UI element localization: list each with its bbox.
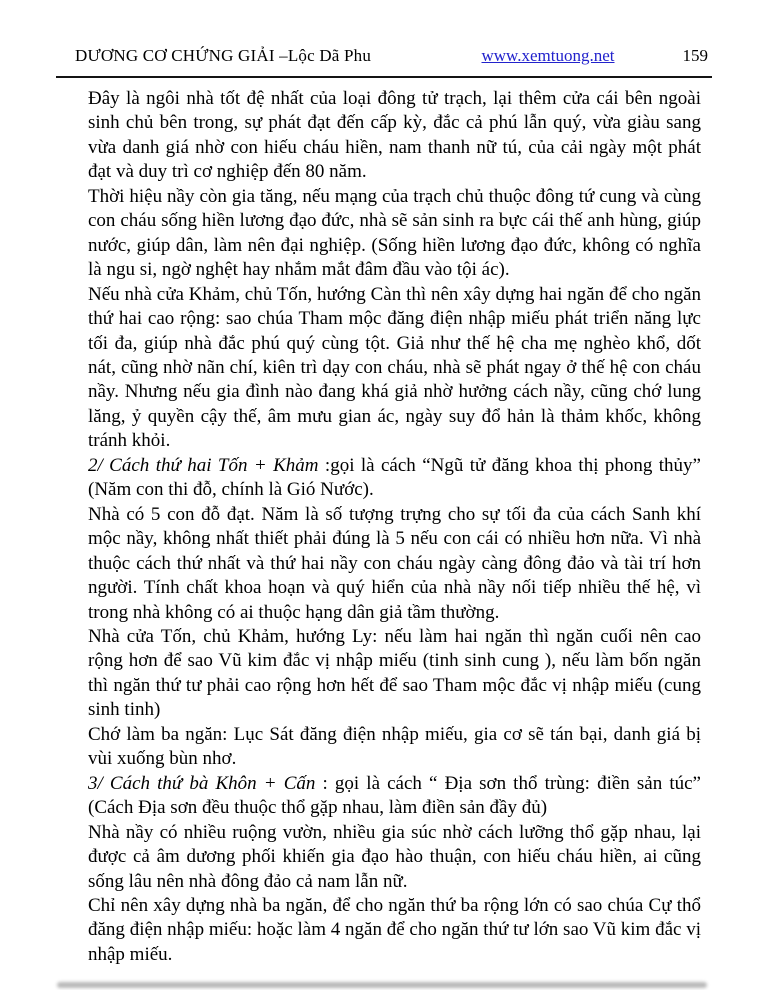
- paragraph: [88, 625, 701, 723]
- paragraph: [88, 454, 701, 503]
- paragraph: [88, 821, 701, 894]
- paragraph-lead-italic: 3/ Cách thứ bà Khôn + Cấn: [88, 772, 316, 794]
- body-text: [88, 87, 701, 967]
- paragraph-text: Chớ làm ba ngăn: Lục Sát đăng điện nhập miếu, gia cơ sẽ tán bại, danh giá bị vùi xuống bùn nhơ.: [88, 723, 701, 770]
- paragraph-text: Nhà cửa Tốn, chủ Khảm, hướng Ly: nếu làm hai ngăn thì ngăn cuối nên cao rộng hơn để sao Vũ kim đắc vị nhập miếu (tinh sinh cung ), nếu làm bốn ngăn thì ngăn thứ tư phải cao rộng hơn hết để sao Tham mộc đắc vị nhập miếu (cung sinh tinh): [88, 625, 701, 721]
- page-header: [75, 46, 708, 66]
- book-title: DƯƠNG CƠ CHỨNG GIẢI –Lộc Dã Phu: [75, 46, 372, 65]
- paragraph: [88, 772, 701, 821]
- header-divider-rule: [56, 76, 712, 78]
- website-link[interactable]: www.xemtuong.net: [481, 46, 615, 65]
- paragraph-text: Chỉ nên xây dựng nhà ba ngăn, để cho ngăn thứ ba rộng lớn có sao chúa Cự thổ đăng điện nhập miếu: hoặc làm 4 ngăn để cho ngăn thứ tư lớn sao Vũ kim đắc vị nhập miếu.: [88, 894, 701, 965]
- paragraph: [88, 723, 701, 772]
- paragraph-text: Nếu nhà cửa Khảm, chủ Tốn, hướng Càn thì nên xây dựng hai ngăn để cho ngăn thứ hai cao rộng: sao chúa Tham mộc đăng điện nhập miếu phát triển năng lực tối đa, giúp nhà đắc phú quý cùng tột. Giả như thế hệ cha mẹ nghèo khổ, dốt nát, cũng nhờ nãn chí, kiên trì dạy con cháu, nhà sẽ phát ngay ở thế hệ con cháu nầy. Nhưng nếu gia đình nào đang khá giả nhờ hưởng cách nầy, cũng chớ lung lăng, ỷ quyền cậy thế, âm mưu gian ác, ngày suy đổ hản là thảm khốc, không tránh khỏi.: [88, 283, 701, 452]
- paragraph-text: Thời hiệu nầy còn gia tăng, nếu mạng của trạch chủ thuộc đông tứ cung và cùng con cháu sống hiền lương đạo đức, nhà sẽ sản sinh ra bực cái thế anh hùng, giúp nước, giúp dân, làm nên đại nghiệp. (Sống hiền lương đạo đức, không có nghĩa là ngu si, ngờ nghệt hay nhắm mắt đâm đầu vào tội ác).: [88, 185, 701, 281]
- paragraph-text: : gọi là cách “ Địa sơn thổ trùng: điền sản túc” (Cách Địa sơn đều thuộc thổ gặp nhau, làm điền sản đầy đủ): [88, 772, 701, 819]
- paragraph-text: Nhà có 5 con đỗ đạt. Năm là số tượng trựng cho sự tối đa của cách Sanh khí mộc nầy, không nhất thiết phải đúng là 5 nếu con cái có nhiều hơn nữa. Vì nhà thuộc cách thứ nhất và thứ hai nầy con cháu ngày càng đông đảo và tài trí hơn người. Tính chất khoa hoạn và quý hiển của nhà nầy nối tiếp nhiều thế hệ, vì trong nhà không có ai thuộc hạng dân giả tầm thường.: [88, 503, 701, 623]
- paragraph-text: Đây là ngôi nhà tốt đệ nhất của loại đông tử trạch, lại thêm cửa cái bên ngoài sinh chủ bên trong, sự phát đạt đến cấp kỳ, đắc cả phú lẫn quý, vừa giàu sang vừa danh giá nhờ con hiếu cháu hiền, nam thanh nữ tú, của cải ngày một phát đạt và duy trì cơ nghiệp đến 80 năm.: [88, 88, 701, 183]
- paragraph: [88, 894, 701, 967]
- page-number: 159: [682, 46, 708, 65]
- paragraph-text: Nhà nầy có nhiều ruộng vườn, nhiều gia súc nhờ cách lưỡng thổ gặp nhau, lại được cả âm dương phối khiến gia đạo hào thuận, con hiếu cháu hiền, ai cũng sống lâu nên nhà đông đảo cả nam lẫn nữ.: [88, 821, 701, 892]
- paragraph: [88, 283, 701, 454]
- paragraph-lead-italic: 2/ Cách thứ hai Tốn + Khảm: [88, 454, 319, 476]
- paragraph: [88, 503, 701, 625]
- paragraph: [88, 87, 701, 185]
- scan-artifact-bar: [57, 982, 707, 988]
- paragraph: [88, 185, 701, 283]
- paragraph-text: :gọi là cách “Ngũ tử đăng khoa thị phong thủy” (Năm con thi đỗ, chính là Gió Nước).: [88, 454, 701, 501]
